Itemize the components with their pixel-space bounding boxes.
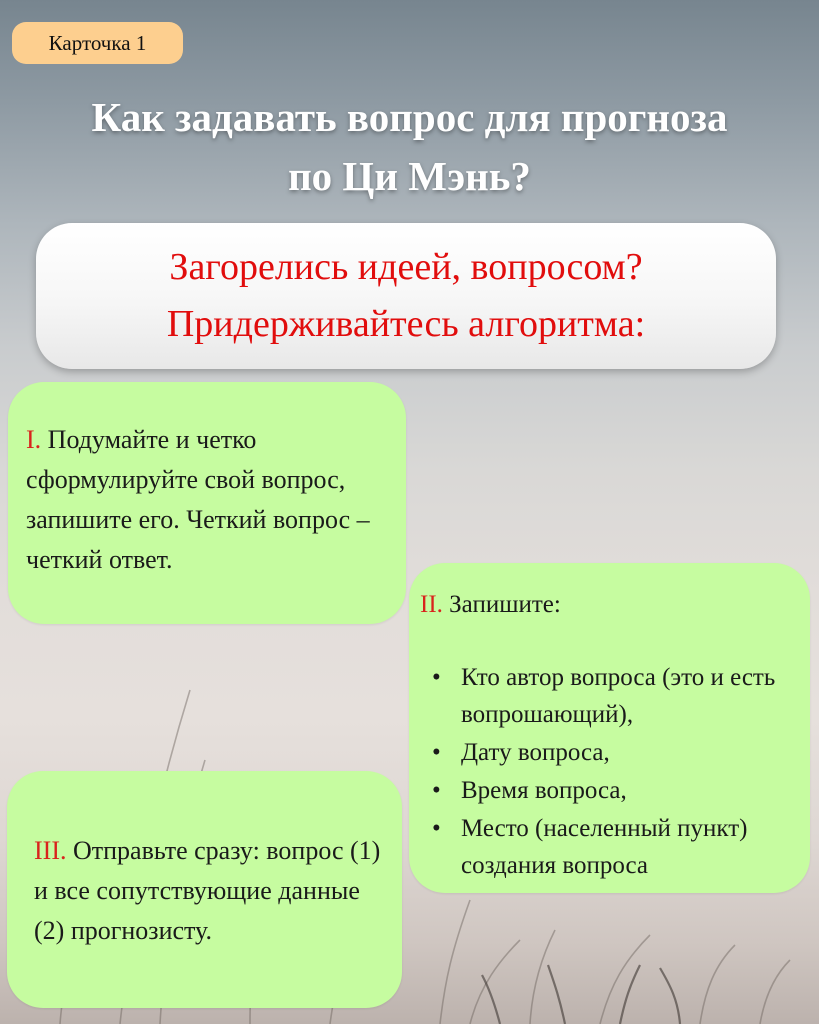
title-line-1: Как задавать вопрос для прогноза [91,94,728,140]
step-1-text-block [26,420,396,580]
step-2-heading [420,585,561,625]
step-2-numeral: II. [420,591,443,618]
step-3-numeral: III. [34,836,67,865]
algorithm-banner [36,223,776,369]
step-card-3 [7,771,402,1008]
badge-label: Карточка 1 [48,30,147,55]
title-line-2: по Ци Мэнь? [288,153,531,199]
step-2-heading-text: Запишите: [442,591,561,618]
card-number-badge [12,22,183,64]
step-2-list [409,659,791,885]
list-item: • Время вопроса, [461,772,791,809]
banner-line-1: Загорелись идеей, вопросом? [169,246,643,288]
list-item: • Дату вопроса, [461,734,791,771]
page-title [0,88,819,206]
step-1-text: Подумайте и четко сформулируйте свой вопрос, запишите его. Четкий вопрос – четкий ответ. [26,425,370,574]
step-3-text: Отправьте сразу: вопрос (1) и все сопутствующие данные (2) прогнозисту. [34,836,381,945]
step-card-2 [409,563,810,893]
list-item: • Кто автор вопроса (это и есть вопрошающий), [461,659,791,733]
step-card-1 [8,382,406,624]
list-item: • Место (населенный пункт) создания вопроса [461,810,791,884]
step-1-numeral: I. [26,425,42,454]
banner-line-2: Придерживайтесь алгоритма: [166,303,646,345]
step-3-text-block [34,831,394,951]
